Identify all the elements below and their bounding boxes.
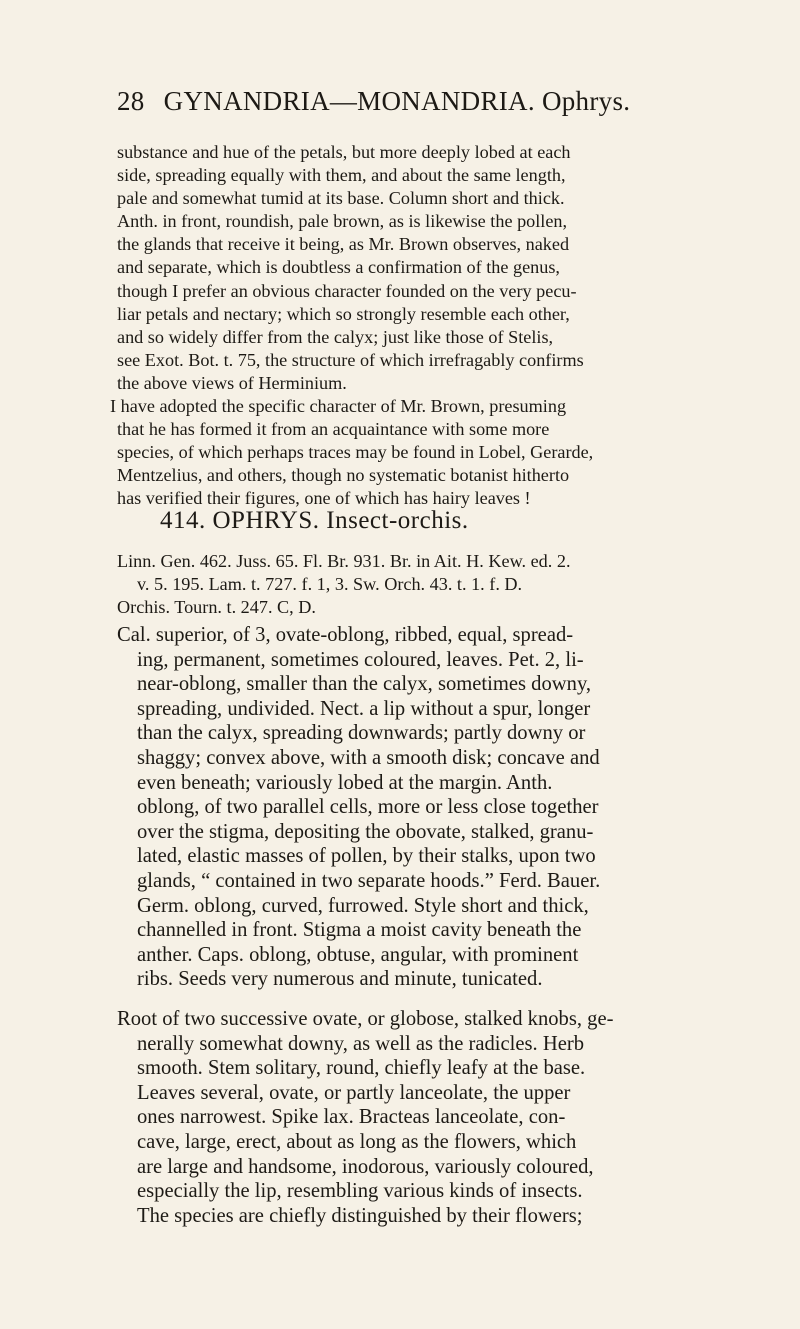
text-line: glands, “ contained in two separate hoods.” Ferd. Bauer. <box>137 869 601 892</box>
text-line: even beneath; variously lobed at the margin. Anth. <box>137 771 553 794</box>
text-line: Germ. oblong, curved, furrowed. Style short and thick, <box>137 894 589 917</box>
text-line: Cal. superior, of 3, ovate-oblong, ribbed, equal, spread- <box>117 624 574 646</box>
text-line: and so widely differ from the calyx; just like those of Stelis, <box>117 326 554 347</box>
text-line: nerally somewhat downy, as well as the radicles. Herb <box>137 1032 585 1055</box>
text-line: the above views of Herminium. <box>117 372 347 393</box>
text-line: near-oblong, smaller than the calyx, sometimes downy, <box>137 673 592 696</box>
text-line: Anth. in front, roundish, pale brown, as is likewise the pollen, <box>117 211 568 232</box>
text-line: pale and somewhat tumid at its base. Column short and thick. <box>117 188 565 209</box>
text-line: are large and handsome, inodorous, variously coloured, <box>137 1155 594 1178</box>
text-line: spreading, undivided. Nect. a lip without a spur, longer <box>137 697 591 720</box>
second-paragraph <box>110 395 720 510</box>
text-line: substance and hue of the petals, but more deeply lobed at each <box>117 142 571 162</box>
text-line: and separate, which is doubtless a confirmation of the genus, <box>117 257 560 278</box>
reference-line: v. 5. 195. Lam. t. 727. f. 1, 3. Sw. Orch. 43. t. 1. f. D. <box>137 574 523 595</box>
generic-description <box>117 623 727 992</box>
text-line: lated, elastic masses of pollen, by their stalks, upon two <box>137 845 596 868</box>
reference-line: Linn. Gen. 462. Juss. 65. Fl. Br. 931. Br. in Ait. H. Kew. ed. 2. <box>117 551 571 571</box>
text-line: channelled in front. Stigma a moist cavity beneath the <box>137 919 582 942</box>
text-line: than the calyx, spreading downwards; partly downy or <box>137 722 586 745</box>
text-line: especially the lip, resembling various kinds of insects. <box>137 1180 583 1203</box>
text-line: Root of two successive ovate, or globose, stalked knobs, ge- <box>117 1008 614 1030</box>
text-line: though I prefer an obvious character founded on the very pecu- <box>117 280 577 301</box>
references <box>117 550 727 619</box>
text-line: Leaves several, ovate, or partly lanceolate, the upper <box>137 1081 571 1104</box>
text-line: The species are chiefly distinguished by their flowers; <box>137 1204 583 1227</box>
text-line: cave, large, erect, about as long as the flowers, which <box>137 1130 577 1153</box>
text-line: see Exot. Bot. t. 75, the structure of which irrefragably confirms <box>117 349 584 370</box>
text-line: Mentzelius, and others, though no systematic botanist hitherto <box>117 465 570 486</box>
text-line: side, spreading equally with them, and about the same length, <box>117 165 566 186</box>
page-number: 28 <box>117 86 145 116</box>
genus-heading: 414. OPHRYS. Insect-orchis. <box>160 507 469 534</box>
text-line: has verified their figures, one of which has hairy leaves ! <box>117 488 531 509</box>
text-line: ones narrowest. Spike lax. Bracteas lanceolate, con- <box>137 1106 566 1129</box>
text-line: shaggy; convex above, with a smooth disk; concave and <box>137 746 600 769</box>
text-line: smooth. Stem solitary, round, chiefly leafy at the base. <box>137 1057 586 1080</box>
text-line: species, of which perhaps traces may be found in Lobel, Gerarde, <box>117 442 594 463</box>
reference-line: Orchis. Tourn. t. 247. C, D. <box>117 597 316 618</box>
text-line: oblong, of two parallel cells, more or less close together <box>137 796 599 819</box>
text-line: over the stigma, depositing the obovate, stalked, granu- <box>137 820 594 843</box>
text-line: ing, permanent, sometimes coloured, leaves. Pet. 2, li- <box>137 648 584 671</box>
root-paragraph <box>117 1007 727 1228</box>
running-header <box>117 86 717 117</box>
text-line: I have adopted the specific character of Mr. Brown, presuming <box>110 396 567 416</box>
text-line: anther. Caps. oblong, obtuse, angular, with prominent <box>137 943 579 966</box>
text-line: ribs. Seeds very numerous and minute, tunicated. <box>137 968 543 991</box>
running-title: GYNANDRIA—MONANDRIA. Ophrys. <box>163 86 631 116</box>
text-line: that he has formed it from an acquaintance with some more <box>117 419 550 440</box>
text-line: the glands that receive it being, as Mr. Brown observes, naked <box>117 234 570 255</box>
intro-paragraph <box>117 141 727 395</box>
text-line: liar petals and nectary; which so strongly resemble each other, <box>117 303 570 324</box>
